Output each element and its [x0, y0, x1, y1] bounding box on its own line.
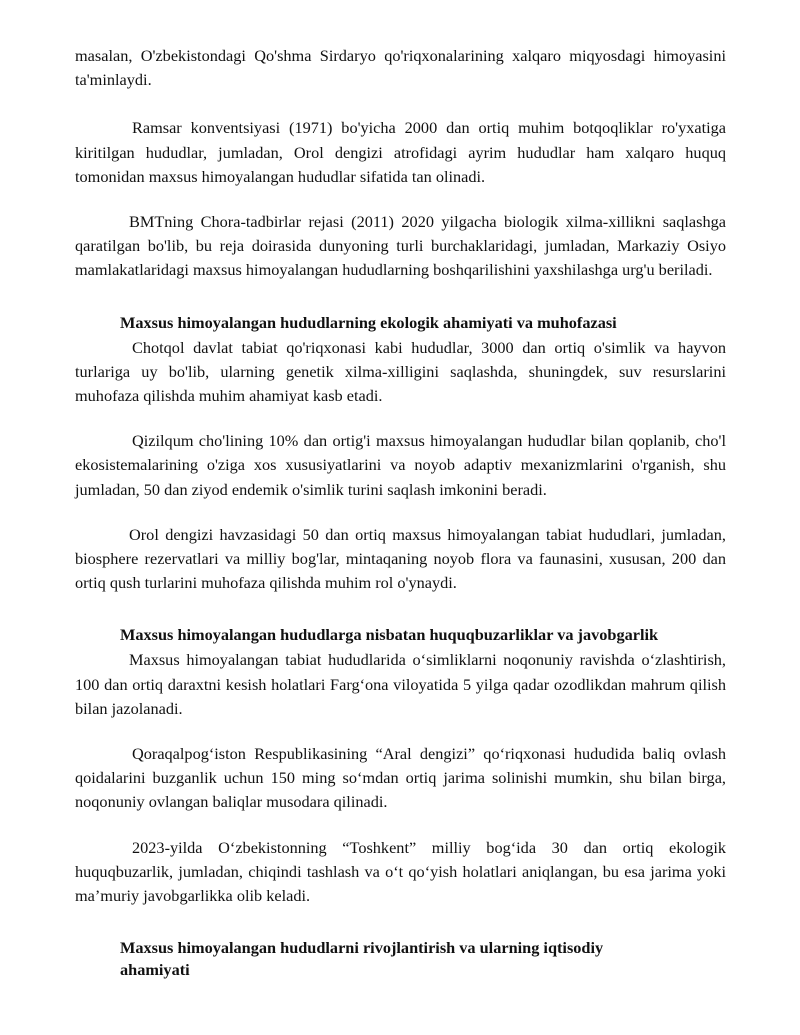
section-gap: [75, 616, 726, 624]
paragraph-section2-3: 2023-yilda O‘zbekistonning “Toshkent” milliy bog‘ida 30 dan ortiq ekologik huquqbuzarlik, jumladan, chiqindi tashlash va o‘t qo‘yish holatlari aniqlangan, bu esa jarima yoki ma’muriy javobgarlikka olib keladi.: [75, 837, 726, 906]
paragraph-section2-1: Maxsus himoyalangan tabiat hududlarida o‘simliklarni noqonuniy ravishda o‘zlashtirish, 100 dan ortiq daraxtni kesish holatlari Farg‘ona viloyatida 5 yilga qadar ozodlikdan mahrum qilish bilan jazolanadi.: [75, 650, 726, 718]
paragraph-section2-2: Qoraqalpog‘iston Respublikasining “Aral dengizi” qo‘riqxonasi hududida baliq ovlash qoidalarini buzganlik uchun 150 ming so‘mdan ortiq jarima solinishi mumkin, shu bilan birga, noqonuniy ovlangan baliqlar musodara qilinadi.: [75, 744, 726, 812]
section-gap: [75, 304, 726, 312]
paragraph-intro-2: Ramsar konventsiyasi (1971) bo'yicha 2000 dan ortiq muhim botqoqliklar ro'yxatiga kiritilgan hududlar, jumladan, Orol dengizi atrofidagi ayrim hududlar ham xalqaro huquq tomonidan maxsus himoyalangan hududlar sifatida tan olinadi.: [75, 118, 726, 186]
section-gap: [75, 929, 726, 937]
section-heading-violations: Maxsus himoyalangan hududlarga nisbatan huquqbuzarliklar va javobgarlik: [120, 625, 659, 645]
section-heading-development: Maxsus himoyalangan hududlarni rivojlantirish va ularning iqtisodiy ahamiyati: [120, 938, 604, 980]
paragraph-section1-1: Chotqol davlat tabiat qo'riqxonasi kabi hududlar, 3000 dan ortiq o'simlik va hayvon turlariga uy bo'lib, ularning genetik xilma-xilligini saqlashda, shuningdek, suv resurslarini muhofaza qilishda muhim ahamiyat kasb etadi.: [75, 337, 726, 406]
paragraph-intro-3: BMTning Chora-tadbirlar rejasi (2011) 2020 yilgacha biologik xilma-xillikni saqlashga qaratilgan bo'lib, bu reja doirasida dunyoning turli burchaklaridagi, jumladan, Markaziy Osiyo mamlakatlaridagi maxsus himoyalangan hududlarning boshqarilishini yaxshilashga urg'u beriladi.: [75, 212, 726, 280]
paragraph-intro-1: masalan, O'zbekistondagi Qo'shma Sirdaryo qo'riqxonalarining xalqaro miqyosdagi himoyasini ta'minlaydi.: [75, 46, 726, 90]
paragraph-section1-2: Qizilqum cho'lining 10% dan ortig'i maxsus himoyalangan hududlar bilan qoplanib, cho'l ekosistemalarining o'ziga xos xususiyatlarini va noyob adaptiv mexanizmlarini o'rganish, shu jumladan, 50 dan ziyod endemik o'simlik turini saqlash imkonini beradi.: [75, 431, 726, 499]
paragraph-section1-3: Orol dengizi havzasidagi 50 dan ortiq maxsus himoyalangan tabiat hududlari, jumladan, biosphere rezervatlari va milliy bog'lar, mintaqaning noyob flora va faunasini, xususan, 200 dan ortiq qush turlarini muhofaza qilishda muhim rol o'ynaydi.: [75, 524, 726, 593]
section-heading-ecological: Maxsus himoyalangan hududlarning ekologik ahamiyati va muhofazasi: [120, 312, 617, 332]
